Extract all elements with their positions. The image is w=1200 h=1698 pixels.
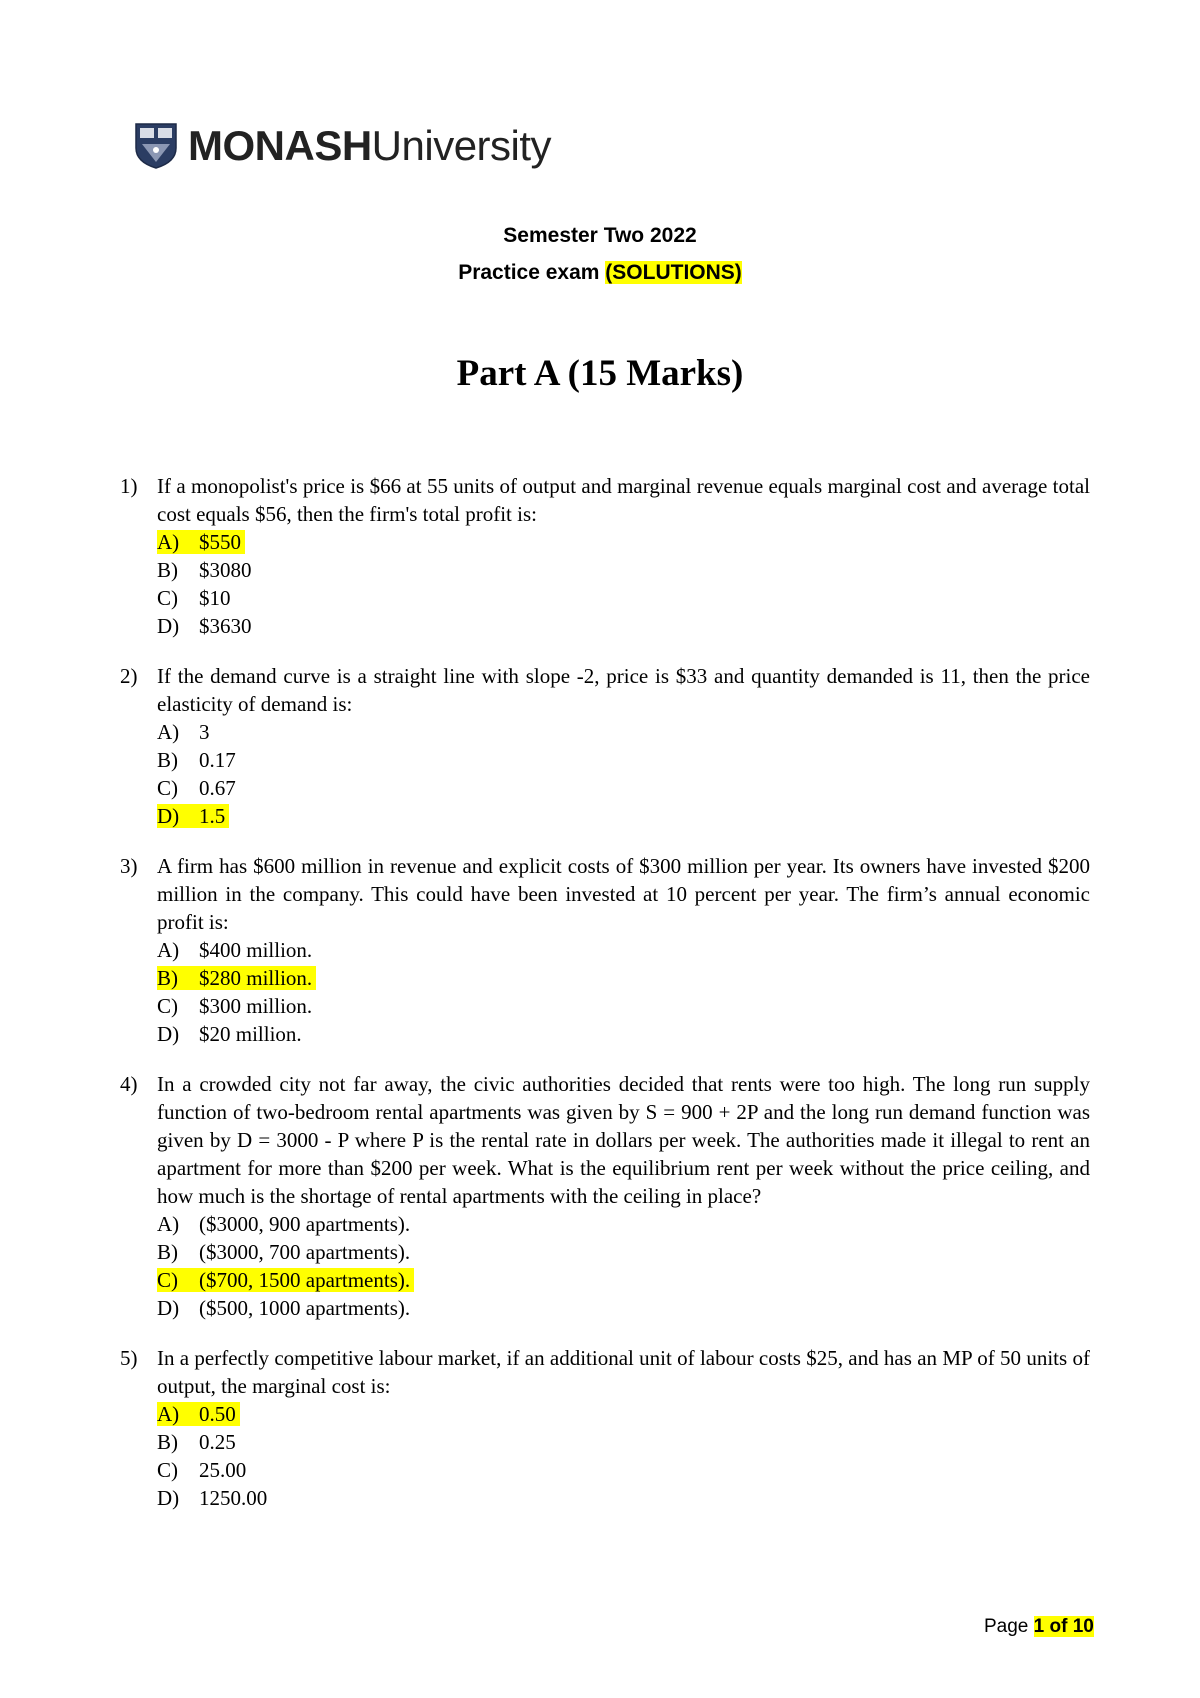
part-title: Part A (15 Marks) [456,353,744,394]
option-d [157,612,1090,640]
option-text: $300 million. [199,994,313,1018]
option-letter: B) [157,558,178,582]
option-list [157,1400,1090,1512]
option-list [157,936,1090,1048]
question-5 [120,1344,1090,1512]
option-c [157,992,1090,1020]
option-letter: A) [157,938,180,962]
option-letter: B) [157,1240,178,1264]
option-text: ($3000, 900 apartments). [199,1212,411,1236]
crest-icon [134,122,178,170]
option-letter: A) [157,720,180,744]
option-a [157,1400,1090,1428]
question-text: A firm has $600 million in revenue and explicit costs of $300 million per year. Its owners have invested $200 million in the company. This could have been invested at 10 percent per year. The firm’s annual economic profit is: [157,854,1090,934]
page-current: 1 [1033,1616,1045,1637]
question-text: If the demand curve is a straight line with slope -2, price is $33 and quantity demanded is 11, then the price elasticity of demand is: [157,664,1090,716]
option-letter: D) [157,1022,180,1046]
option-text: $10 [199,586,231,610]
option-letter: C) [157,994,178,1018]
option-text: 25.00 [199,1458,247,1482]
option-text: $20 million. [199,1022,302,1046]
solutions-highlight: (SOLUTIONS) [605,261,742,284]
option-letter: A) [157,1402,180,1426]
option-a [157,1210,1090,1238]
option-text: 3 [199,720,210,744]
option-a [157,936,1090,964]
option-c [157,584,1090,612]
practice-heading [0,261,1200,285]
option-text: $400 million. [199,938,313,962]
option-d [157,1484,1090,1512]
option-text: 0.67 [199,776,236,800]
question-text: In a crowded city not far away, the civic authorities decided that rents were too high. The long run supply function of two-bedroom rental apartments was given by S = 900 + 2P and the long run demand function was given by D = 3000 - P where P is the rental rate in dollars per week. The authorities made it illegal to rent an apartment for more than $200 per week. What is the equilibrium rent per week without the price ceiling, and how much is the shortage of rental apartments with the ceiling in place? [157,1072,1090,1208]
option-text: 0.17 [199,748,236,772]
option-letter: B) [157,748,178,772]
option-text: ($500, 1000 apartments). [199,1296,411,1320]
logo-wordmark [188,122,551,170]
option-text: $3630 [199,614,252,638]
option-list [157,1210,1090,1322]
university-logo [134,120,551,172]
logo-university: University [371,122,552,169]
option-text: $550 [199,530,241,554]
option-text: 1.5 [199,804,226,828]
option-d [157,1020,1090,1048]
option-b [157,556,1090,584]
semester-heading: Semester Two 2022 [503,224,697,247]
practice-prefix: Practice exam [458,261,606,284]
option-letter: D) [157,614,180,638]
option-text: ($3000, 700 apartments). [199,1240,411,1264]
option-a [157,718,1090,746]
question-text: In a perfectly competitive labour market, if an additional unit of labour costs $25, and has an MP of 50 units of output, the marginal cost is: [157,1346,1090,1398]
question-number: 3) [120,854,138,878]
option-b [157,1238,1090,1266]
option-c [157,1456,1090,1484]
option-letter: D) [157,1486,180,1510]
question-1 [120,472,1090,640]
question-number: 2) [120,664,138,688]
option-letter: C) [157,586,178,610]
option-text: 0.25 [199,1430,236,1454]
page-footer [984,1616,1094,1638]
option-list [157,718,1090,830]
question-2 [120,662,1090,830]
question-3 [120,852,1090,1048]
page-of: of [1044,1616,1073,1637]
question-4 [120,1070,1090,1322]
option-d [157,1294,1090,1322]
option-text: $280 million. [199,966,313,990]
option-text: $3080 [199,558,252,582]
option-letter: D) [157,804,180,828]
question-number: 5) [120,1346,138,1370]
option-text: 1250.00 [199,1486,268,1510]
question-number: 4) [120,1072,138,1096]
option-letter: B) [157,1430,178,1454]
option-list [157,528,1090,640]
logo-brand: MONASH [188,122,372,169]
option-letter: B) [157,966,178,990]
option-b [157,746,1090,774]
question-list [120,472,1090,1534]
page-word: Page [984,1616,1034,1637]
option-c [157,774,1090,802]
option-letter: D) [157,1296,180,1320]
page-total: 10 [1072,1616,1094,1637]
option-text: ($700, 1500 apartments). [199,1268,411,1292]
option-c [157,1266,1090,1294]
option-letter: A) [157,1212,180,1236]
option-letter: C) [157,776,178,800]
option-letter: C) [157,1268,178,1292]
option-a [157,528,1090,556]
option-b [157,1428,1090,1456]
option-b [157,964,1090,992]
option-d [157,802,1090,830]
question-text: If a monopolist's price is $66 at 55 units of output and marginal revenue equals marginal cost and average total cost equals $56, then the firm's total profit is: [157,474,1090,526]
option-letter: A) [157,530,180,554]
option-text: 0.50 [199,1402,236,1426]
question-number: 1) [120,474,138,498]
option-letter: C) [157,1458,178,1482]
